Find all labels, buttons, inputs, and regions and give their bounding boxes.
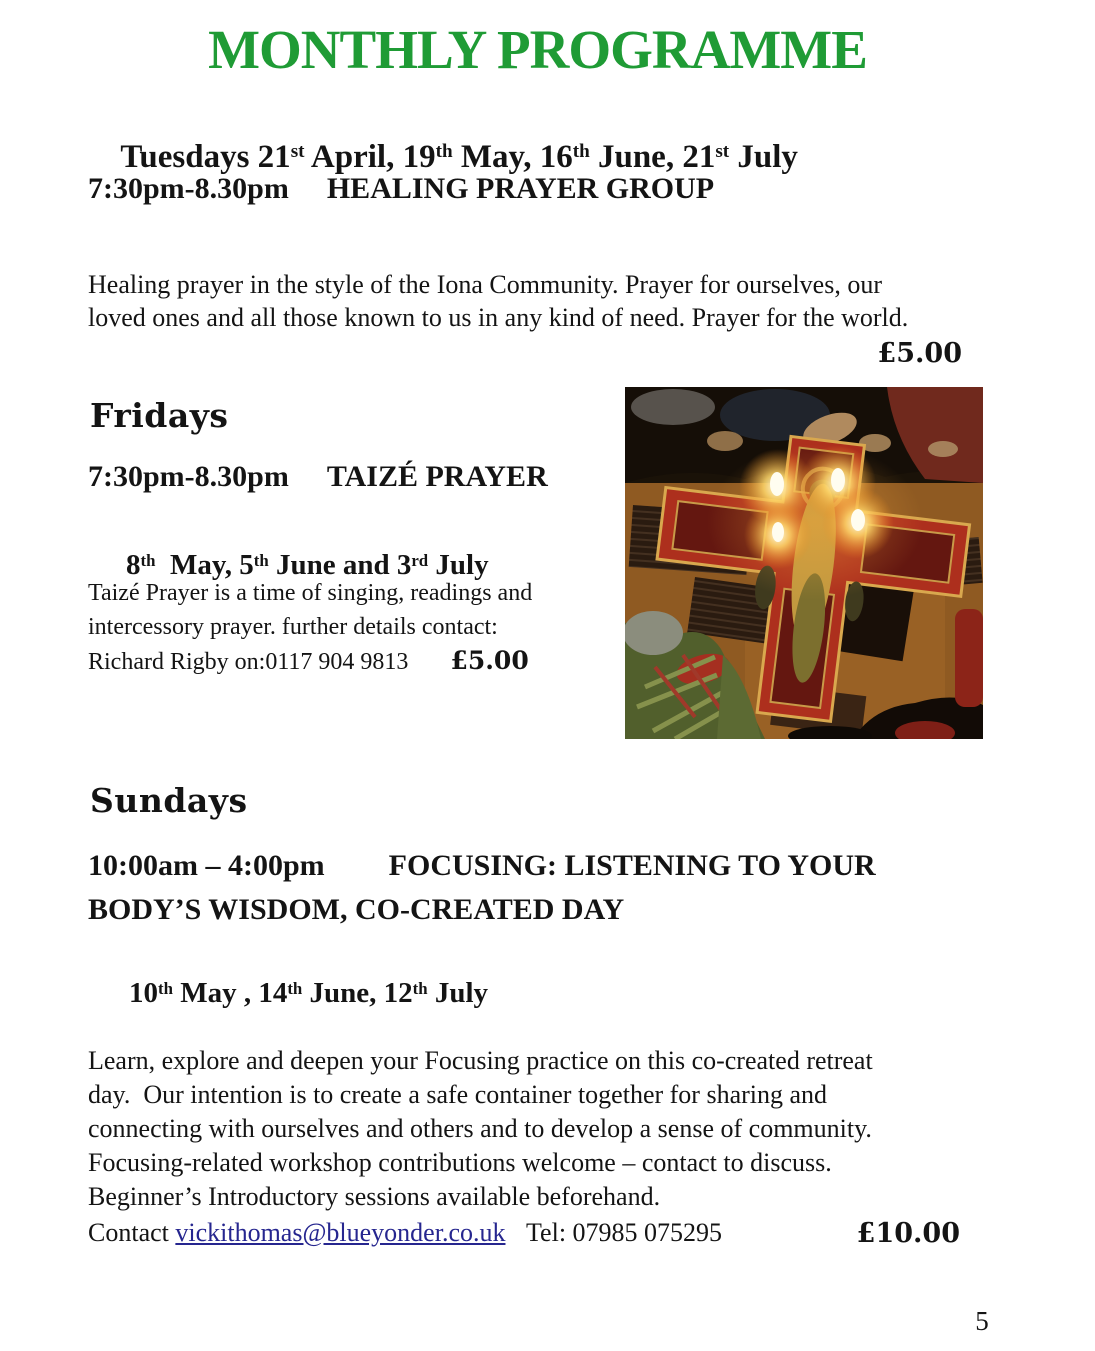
taize-cross-photo-graphic	[625, 387, 983, 739]
ordinal-suffix: th	[412, 978, 428, 998]
ordinal-suffix: st	[715, 141, 730, 163]
paragraph-line: loved ones and all those known to us in any kind of need. Prayer for the world.	[88, 303, 909, 332]
tuesdays-time-row	[88, 172, 714, 206]
healing-description	[88, 268, 998, 334]
fridays-dates: 8th May, 5th June and 3rd July	[126, 549, 489, 581]
contact-row	[88, 1218, 962, 1248]
ordinal-suffix: th	[287, 978, 303, 998]
ordinal-suffix: th	[140, 550, 156, 570]
paragraph-line: connecting with ourselves and others and to develop a sense of community.	[88, 1114, 872, 1143]
fridays-heading: Fridays	[90, 396, 229, 435]
tuesdays-time: 7:30pm-8.30pm	[88, 172, 289, 205]
taize-price: £5.00	[450, 646, 529, 675]
taize-cross-photo	[625, 387, 983, 739]
fridays-time-row	[88, 460, 548, 494]
focusing-description	[88, 1044, 998, 1214]
paragraph-line: Taizé Prayer is a time of singing, readings and	[88, 580, 533, 606]
paragraph-line: Richard Rigby on:0117 904 9813 £5.00	[88, 646, 529, 675]
ordinal-suffix: st	[290, 141, 305, 163]
contact-email-link[interactable]: vickithomas@blueyonder.co.uk	[175, 1218, 506, 1247]
paragraph-line: Beginner’s Introductory sessions available beforehand.	[88, 1182, 661, 1211]
ordinal-suffix: th	[572, 141, 590, 163]
fridays-time: 7:30pm-8.30pm	[88, 460, 289, 493]
sundays-event-line2: BODY’S WISDOM, CO-CREATED DAY	[88, 893, 625, 926]
ordinal-suffix: th	[253, 550, 269, 570]
sundays-time-row	[88, 844, 876, 932]
contact-label: Contact	[88, 1218, 169, 1247]
taize-description	[88, 576, 532, 679]
page-number: 5	[975, 1306, 989, 1336]
page-title: MONTHLY PROGRAMME	[208, 19, 867, 80]
paragraph-line: intercessory prayer. further details contact:	[88, 614, 498, 640]
ordinal-suffix: th	[435, 141, 453, 163]
tuesdays-event: HEALING PRAYER GROUP	[326, 172, 715, 205]
tuesdays-heading: Tuesdays 21st April, 19th May, 16th June, 21st July	[120, 139, 798, 175]
ordinal-suffix: th	[158, 978, 173, 998]
sundays-dates: 10th May , 14th June, 12th July	[129, 977, 489, 1009]
sundays-time-line1	[88, 844, 876, 888]
fridays-event: TAIZÉ PRAYER	[326, 460, 548, 493]
healing-price: £5.00	[877, 338, 962, 369]
sundays-heading: Sundays	[90, 781, 248, 820]
paragraph-line: day. Our intention is to create a safe container together for sharing and	[88, 1080, 828, 1109]
sundays-time: 10:00am – 4:00pm	[88, 849, 325, 882]
sundays-event-line1: FOCUSING: LISTENING TO YOUR	[388, 849, 876, 882]
paragraph-line: Healing prayer in the style of the Iona Community. Prayer for ourselves, our	[88, 270, 882, 299]
paragraph-line: Learn, explore and deepen your Focusing practice on this co-created retreat	[88, 1046, 873, 1075]
contact-telephone: Tel: 07985 075295	[525, 1218, 723, 1247]
tuesdays-heading-text: Tuesdays 21	[120, 139, 291, 175]
paragraph-line: Focusing-related workshop contributions welcome – contact to discuss.	[88, 1148, 832, 1177]
focusing-price: £10.00	[856, 1218, 960, 1249]
ordinal-suffix: rd	[411, 550, 429, 570]
